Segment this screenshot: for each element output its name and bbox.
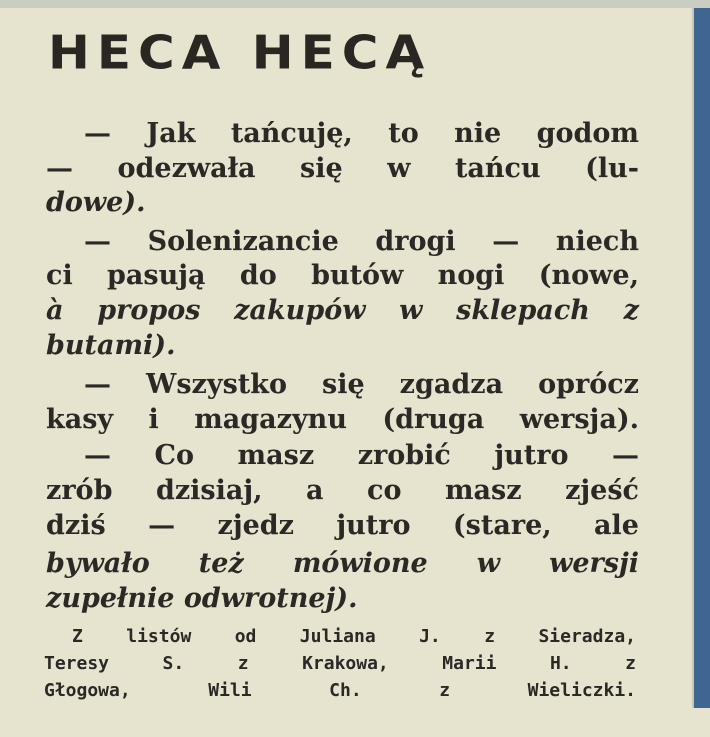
body-line [46,293,639,329]
bottom-margin [0,708,710,737]
body-line [46,328,639,364]
body-line: zrób dzisiaj, a co masz zjeść [46,475,639,506]
right-border [694,8,710,708]
body-line: — Wszystko się zgadza oprócz [84,369,639,400]
body-line: — odezwała się w tańcu (lu- [46,153,639,184]
italic-text: bywało też mówione w wersji [46,548,639,579]
credit-line: Głogowa, Wili Ch. z Wieliczki. [44,680,636,701]
article-title: HECA HECĄ [48,26,432,80]
top-border [0,0,710,8]
body-line [46,546,639,582]
credit-line: Z listów od Juliana J. z Sieradza, [72,626,636,647]
body-line: — Jak tańcuję, to nie godom [84,118,639,149]
body-line: ci pasują do butów nogi (nowe, [46,260,639,291]
italic-text: zupełnie odwrotnej). [46,583,358,614]
body-line: — Co masz zrobić jutro — [84,440,639,471]
credit-line: Teresy S. z Krakowa, Marii H. z [44,653,636,674]
italic-text: à propos zakupów w sklepach z [46,295,639,326]
body-line [46,581,639,617]
body-line: kasy i magazynu (druga wersja). [46,404,639,435]
italic-text: dowe). [46,187,146,218]
body-line: dziś — zjedz jutro (stare, ale [46,510,639,541]
body-line: — Solenizancie drogi — niech [84,226,639,257]
italic-text: butami). [46,330,176,361]
body-line [46,185,639,221]
